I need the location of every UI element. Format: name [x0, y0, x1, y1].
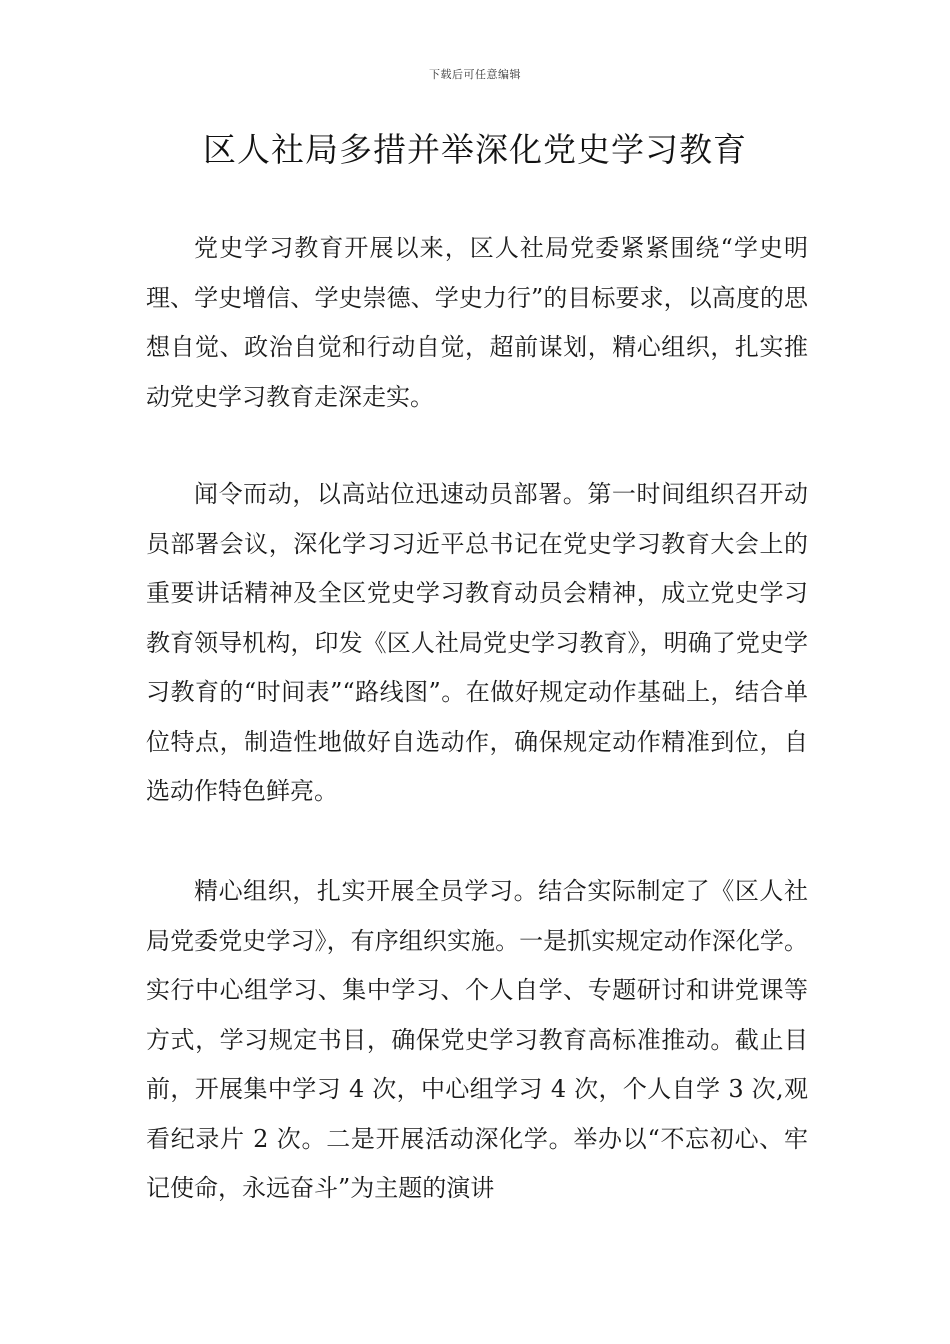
document-title: 区人社局多措并举深化党史学习教育 — [203, 130, 747, 169]
body-paragraph: 精心组织，扎实开展全员学习。结合实际制定了《区人社局党委党史学习》，有序组织实施。一是抓实规定动作深化学。实行中心组学习、集中学习、个人自学、专题研讨和讲党课等方式，学习规定书目，确保党史学习教育高标准推动。截止目前，开展集中学习 4 次，中心组学习 4 次，个人自学 3 次,观看纪录片 2 次。二是开展活动深化学。举办以“不忘初心、牢记使命，永远奋斗”为主题的演讲 — [146, 877, 808, 1202]
body-paragraph: 党史学习教育开展以来，区人社局党委紧紧围绕“学史明理、学史增信、学史崇德、学史力行”的目标要求，以高度的思想自觉、政治自觉和行动自觉，超前谋划，精心组织，扎实推动党史学习教育走深走实。 — [146, 234, 808, 411]
body-paragraph-1-block — [146, 224, 808, 422]
body-paragraph-3-block — [146, 867, 808, 1214]
body-paragraph: 闻令而动，以高站位迅速动员部署。第一时间组织召开动员部署会议，深化学习习近平总书记在党史学习教育大会上的重要讲话精神及全区党史学习教育动员会精神，成立党史学习教育领导机构，印发《区人社局党史学习教育》，明确了党史学习教育的“时间表”“路线图”。在做好规定动作基础上，结合单位特点，制造性地做好自选动作，确保规定动作精准到位，自选动作特色鲜亮。 — [146, 480, 808, 805]
header-note: 下载后可任意编辑 — [429, 68, 521, 81]
body-paragraph-2-block — [146, 470, 808, 817]
